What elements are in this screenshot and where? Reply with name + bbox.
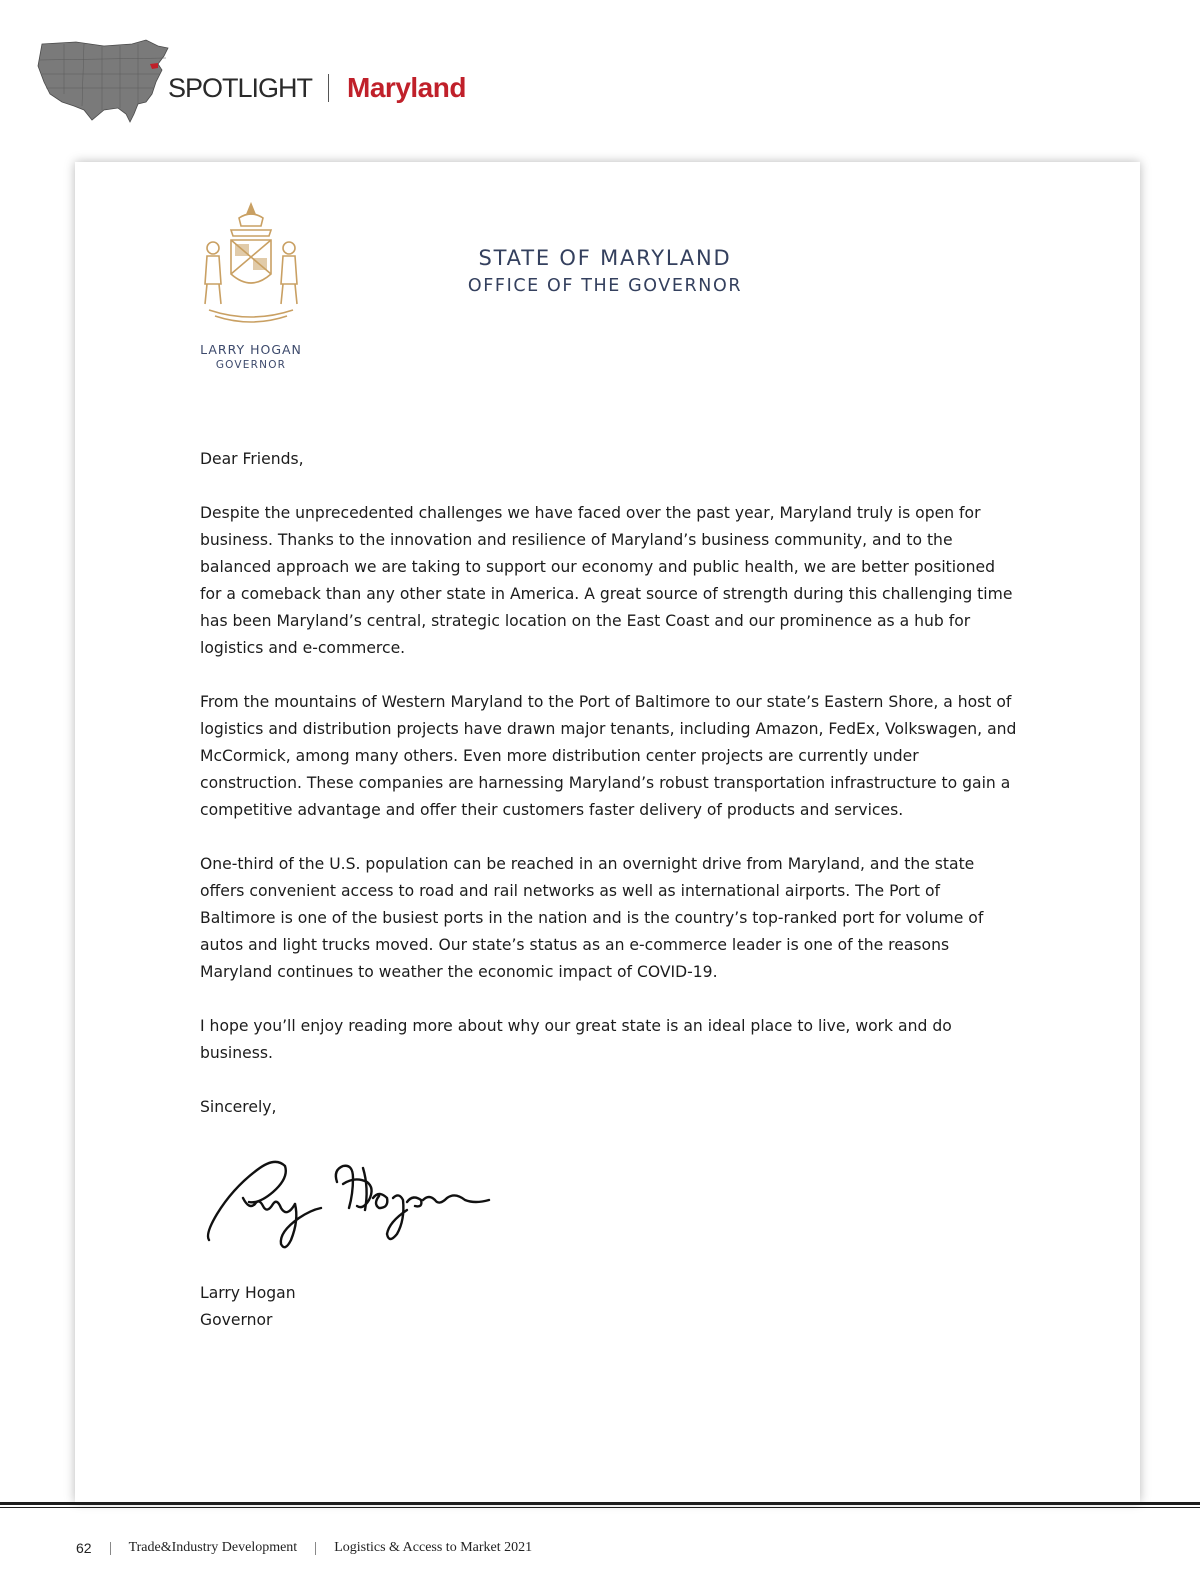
footer-divider	[315, 1542, 316, 1555]
page-footer	[76, 1540, 532, 1556]
letter-paragraph: I hope you’ll enjoy reading more about why our great state is an ideal place to live, work and do business.	[200, 1017, 952, 1062]
us-map-icon	[34, 34, 174, 126]
office-title-state: STATE OF MARYLAND	[478, 246, 732, 270]
footer-divider	[110, 1542, 111, 1555]
issue-name: Logistics & Access to Market 2021	[334, 1540, 533, 1555]
governor-letter	[75, 162, 1140, 1502]
page-number: 62	[76, 1540, 92, 1556]
footer-rule	[0, 1502, 1200, 1505]
footer-rule-thin	[0, 1507, 1200, 1508]
signature-icon	[203, 1148, 503, 1258]
letter-closing: Sincerely,	[200, 1098, 277, 1116]
letter-paragraph: One-third of the U.S. population can be reached in an overnight drive from Maryland, and the state offers convenient access to road and rail networks as well as international airports. The Port of Baltimore is one of the busiest ports in the nation and is the country’s top-ranked port for volume of autos and light trucks moved. Our state’s status as an e-commerce leader is one of the reasons Maryland continues to weather the economic impact of COVID-19.	[200, 855, 984, 981]
section-label: SPOTLIGHT	[168, 72, 313, 103]
governor-title: GOVERNOR	[215, 359, 287, 371]
letter-paragraph: From the mountains of Western Maryland to the Port of Baltimore to our state’s Eastern Shore, a host of logistics and distribution projects have drawn major tenants, including Amazon, FedEx, Volkswagen, and McCormick, among many others. Even more distribution center projects are currently under construction. These companies are harnessing Maryland’s robust transportation infrastructure to gain a competitive advantage and offer their customers faster delivery of products and services.	[200, 693, 1017, 819]
letter-greeting: Dear Friends,	[200, 450, 304, 468]
letter-paragraph: Despite the unprecedented challenges we have faced over the past year, Maryland truly is open for business. Thanks to the innovation and resilience of Maryland’s business community, and to the balanced approach we are taking to support our economy and public health, we are better positioned for a comeback than any other state in America. A great source of strength during this challenging time has been Maryland’s central, strategic location on the East Coast and our prominence as a hub for logistics and e-commerce.	[200, 504, 1013, 657]
maryland-seal-icon	[195, 200, 307, 328]
header-divider	[328, 74, 329, 102]
signatory-title: Governor	[200, 1311, 273, 1329]
office-title-governor: OFFICE OF THE GOVERNOR	[467, 276, 743, 296]
publication-name: Trade&Industry Development	[128, 1540, 298, 1555]
governor-name: LARRY HOGAN	[200, 342, 302, 357]
state-name: Maryland	[347, 72, 466, 103]
letter-body	[200, 446, 1020, 1148]
section-header	[168, 68, 466, 108]
signatory-name: Larry Hogan	[200, 1284, 296, 1302]
